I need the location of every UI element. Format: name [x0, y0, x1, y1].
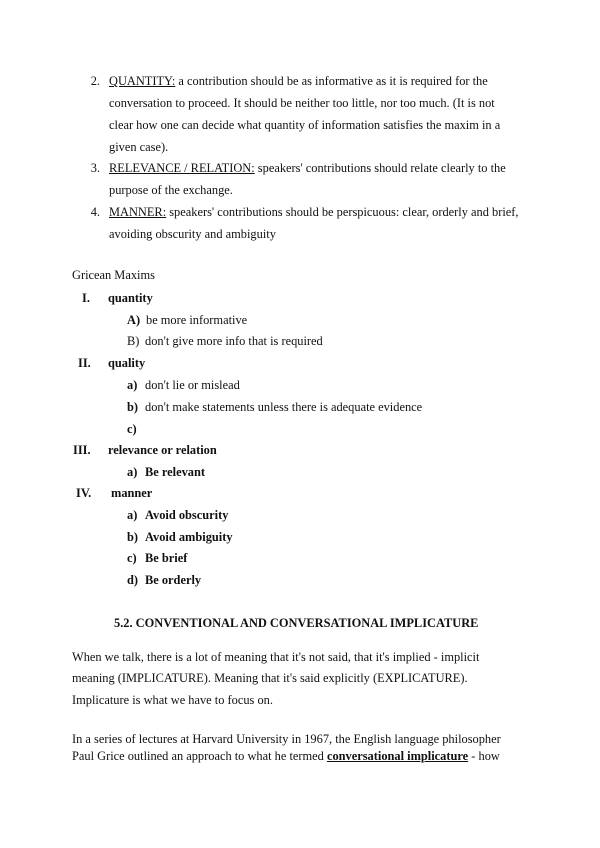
paragraph-line: [72, 749, 500, 764]
item-text: Avoid obscurity: [145, 508, 229, 522]
item-label: a): [127, 508, 138, 522]
paragraph-line: Implicature is what we have to focus on.: [72, 693, 273, 707]
item-label: a): [127, 378, 138, 392]
list-item-line: given case).: [109, 140, 169, 154]
list-item-line: [109, 74, 488, 89]
roman-numeral: I.: [82, 291, 90, 305]
item-label: b): [127, 530, 139, 544]
list-item-line: purpose of the exchange.: [109, 183, 233, 197]
roman-numeral: II.: [78, 356, 91, 370]
list-term: MANNER:: [109, 205, 167, 219]
list-text: speakers' contributions should relate clearly to the: [254, 161, 506, 175]
maxims-heading: Gricean Maxims: [72, 268, 155, 282]
item-label: c): [127, 422, 137, 436]
list-item-line: [109, 161, 506, 176]
list-number: 2.: [90, 74, 100, 88]
item-label: A): [127, 313, 141, 327]
list-text: speakers' contributions should be perspicuous: clear, orderly and brief,: [166, 205, 519, 219]
item-text: don't make statements unless there is adequate evidence: [145, 400, 423, 414]
list-item-line: conversation to proceed. It should be neither too little, nor too much. (It is not: [109, 96, 495, 110]
key-term: conversational implicature: [326, 749, 469, 763]
paragraph-text: Paul Grice outlined an approach to what he termed: [72, 749, 327, 763]
paragraph-line: When we talk, there is a lot of meaning that it's not said, that it's implied - implicit: [72, 650, 480, 664]
group-title: quantity: [108, 291, 153, 305]
item-text: Be orderly: [145, 573, 202, 587]
item-text: Avoid ambiguity: [145, 530, 233, 544]
item-text: be more informative: [146, 313, 248, 327]
roman-numeral: III.: [73, 443, 91, 457]
roman-numeral: IV.: [76, 486, 92, 500]
paragraph-line: In a series of lectures at Harvard University in 1967, the English language philosopher: [72, 732, 501, 746]
item-label: d): [127, 573, 139, 587]
group-title: relevance or relation: [108, 443, 217, 457]
paragraph-line: meaning (IMPLICATURE). Meaning that it's said explicitly (EXPLICATURE).: [72, 671, 468, 685]
item-label: B): [127, 334, 140, 348]
item-label: c): [127, 551, 137, 565]
item-text: don't lie or mislead: [145, 378, 240, 392]
list-number: 3.: [90, 161, 100, 175]
list-term: RELEVANCE / RELATION:: [109, 161, 255, 175]
section-title: 5.2. CONVENTIONAL AND CONVERSATIONAL IMPLICATURE: [114, 616, 479, 630]
paragraph-text: - how: [468, 749, 500, 763]
item-text: Be relevant: [145, 465, 205, 479]
list-item-line: avoiding obscurity and ambiguity: [109, 227, 276, 241]
group-title: manner: [111, 486, 153, 500]
group-title: quality: [108, 356, 146, 370]
item-label: a): [127, 465, 138, 479]
list-text: a contribution should be as informative as it is required for the: [175, 74, 488, 88]
list-item-line: clear how one can decide what quantity of information satisfies the maxim in a: [109, 118, 501, 132]
item-label: b): [127, 400, 139, 414]
item-text: don't give more info that is required: [145, 334, 323, 348]
list-number: 4.: [90, 205, 100, 219]
list-term: QUANTITY:: [109, 74, 176, 88]
list-item-line: [109, 205, 519, 220]
item-text: Be brief: [145, 551, 188, 565]
